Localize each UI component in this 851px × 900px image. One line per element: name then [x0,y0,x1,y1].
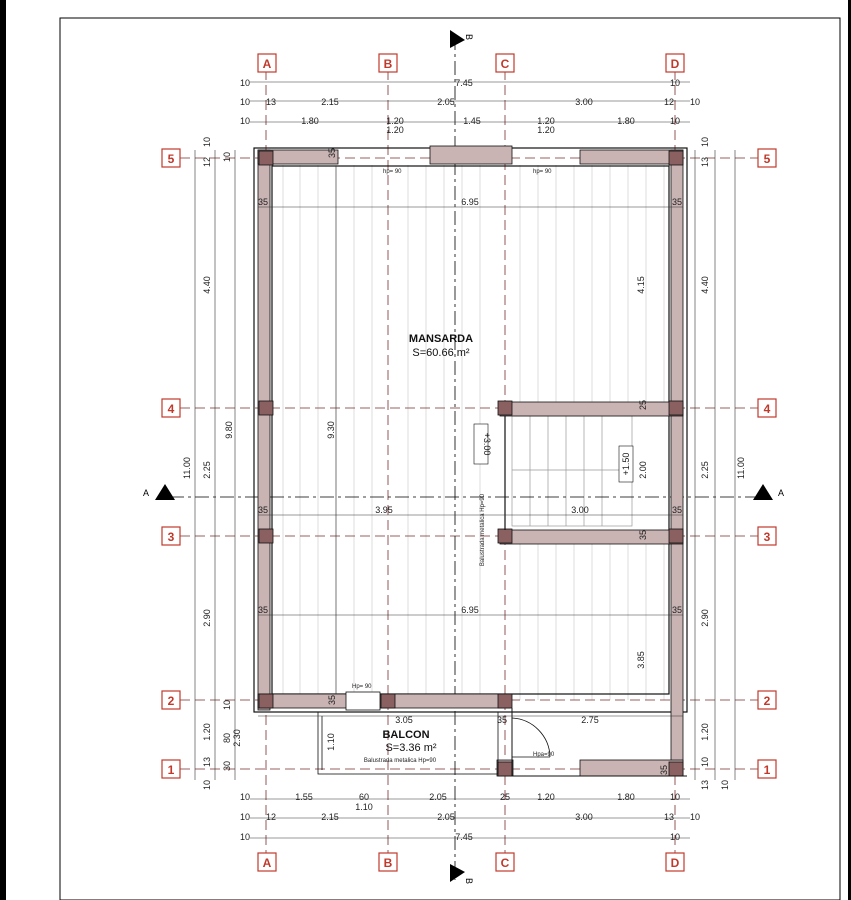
dim-left-seg-4: 10 [222,699,232,711]
axis-label-a-top: A [262,57,272,71]
dim-left-seg-0: 4.40 [202,276,212,294]
dim-in-stair-height: 2.00 [638,461,648,479]
dim-t3-2: 1.20 [386,116,404,126]
dim-b1-1: 1.55 [295,792,313,802]
dim-right-seg-1: 2.25 [700,461,710,479]
axis-label-5-left: 5 [167,152,175,166]
room-name-balcon: BALCON [382,729,430,741]
dim-left-balcon-2: 30 [222,760,232,772]
label-hp-window-balcon: Hp= 90 [352,684,372,690]
dim-t2-1: 13 [266,97,277,107]
dim-right-seg-0: 4.40 [700,276,710,294]
dim-b1-4: 2.05 [429,792,447,802]
axis-label-d-top: D [670,57,680,71]
label-level-150: +1.50 [621,452,631,476]
dim-in-wall-5: 35 [258,605,269,615]
dim-b2-5: 13 [664,812,675,822]
dim-left-outer: 11.00 [182,457,192,479]
dim-right-seg-2: 2.90 [700,609,710,627]
dim-b1-7: 1.80 [617,792,635,802]
axis-label-2-left: 2 [167,694,175,708]
dim-b2-6: 10 [690,812,701,822]
dim-right-seg-5: 13 [700,779,710,791]
dim-t2-5: 12 [664,97,675,107]
dim-left-balcon-0: 80 [222,732,232,744]
window-balcon [346,692,380,710]
dim-t2-3: 2.05 [437,97,455,107]
dim-in-wall-10b: 10 [222,151,232,162]
dim-left-seg-7: 12 [202,156,212,168]
dim-in-width-low: 6.95 [461,605,479,615]
dim-t2-6: 10 [690,97,701,107]
dim-in-wall-3: 35 [258,505,269,515]
room-area-mansarda: S=60.66 m² [412,347,470,359]
dim-in-wall-9: 35 [638,529,648,540]
dim-in-height-right-low: 3.85 [636,651,646,669]
axis-label-c-bottom: C [500,856,510,870]
dim-in-width-top: 6.95 [461,197,479,207]
label-hp-window-left: hp= 90 [383,169,402,175]
dim-left-seg-2: 2.90 [202,609,212,627]
dim-right-seg-3: 1.20 [700,723,710,741]
label-hp-window-right: hp= 90 [533,169,552,175]
dim-in-wall-2: 35 [672,197,683,207]
axis-label-4-left: 4 [167,402,175,416]
dim-in-height-right-top: 4.15 [636,276,646,294]
label-balustrade-stair: Balustrada metalica Hp=90 [480,493,486,567]
dim-b3-2: 10 [670,832,681,842]
dim-t2-4: 3.00 [575,97,593,107]
room-name-mansarda: MANSARDA [408,333,474,345]
dim-b1-0: 10 [240,792,251,802]
section-mark-b-bottom-label: B [464,878,474,885]
dim-left-seg-1: 2.25 [202,461,212,479]
dim-b2-2: 2.15 [321,812,339,822]
dim-t1-2: 10 [670,78,681,88]
dim-t3-0: 10 [240,116,251,126]
dim-b3-1: 7.45 [455,832,473,842]
dim-b3-0: 10 [240,832,251,842]
dim-right-outer: 11.00 [736,457,746,479]
dim-right-seg-8: 10 [700,136,710,148]
dim-b2-3: 2.05 [437,812,455,822]
section-mark-b-top-label: B [464,34,474,41]
axis-label-c-top: C [500,57,510,71]
label-door-hp: Hpa=90 [533,752,555,758]
dim-left-seg-3: 1.20 [202,723,212,741]
dim-t3-4: 1.45 [463,116,481,126]
room-area-balcon: S=3.36 m² [385,742,437,754]
dim-in-wall-4: 35 [672,505,683,515]
dim-t2-0: 10 [240,97,251,107]
dim-t1-1: 7.45 [455,78,473,88]
axis-label-b-top: B [383,57,393,71]
dim-b2-1: 12 [266,812,277,822]
paper [6,0,848,900]
dim-b1-6: 1.20 [537,792,555,802]
dim-left-seg-8: 10 [202,136,212,148]
dim-t3-6: 1.20 [537,125,555,135]
dim-right-seg-7: 13 [700,156,710,168]
dim-in-right-bottom: 2.75 [581,715,599,725]
dim-b1-5: 25 [499,792,511,802]
dim-in-wall-1: 35 [258,197,269,207]
section-mark-a-left-label: A [143,488,150,498]
dim-t3-5: 1.20 [537,116,555,126]
dim-in-height-left: 9.30 [326,421,336,439]
dim-b1-3: 1.10 [355,802,373,812]
dim-left-mid: 9.80 [224,421,234,439]
dim-in-width-mid-right: 3.00 [571,505,589,515]
dim-in-wall-10: 35 [327,694,337,705]
section-mark-a-right-label: A [778,488,785,498]
dim-right-seg-6: 10 [720,779,730,791]
dim-b2-0: 10 [240,812,251,822]
dim-in-width-mid-left: 3.95 [375,505,393,515]
dim-t3-1: 1.80 [301,116,319,126]
dim-left-seg-5: 13 [202,756,212,768]
axis-label-4-right: 4 [763,402,771,416]
dim-t1-0: 10 [240,78,251,88]
label-balustrade-balcon: Balustrada metalica Hp=90 [363,758,437,764]
dim-in-balcon-width: 3.05 [395,715,413,725]
axis-label-1-left: 1 [167,763,175,777]
dim-t3-8: 10 [670,116,681,126]
axis-label-3-left: 3 [167,530,175,544]
dim-t2-2: 2.15 [321,97,339,107]
axis-label-5-right: 5 [763,152,771,166]
dim-t3-7: 1.80 [617,116,635,126]
axis-label-d-bottom: D [670,856,680,870]
axis-label-3-right: 3 [763,530,771,544]
dim-in-wall-11: 35 [659,764,669,775]
dim-b1-8: 10 [670,792,681,802]
dim-in-balcon-height: 1.10 [326,733,336,751]
dim-b2-4: 3.00 [575,812,593,822]
dim-t3-3: 1.20 [386,125,404,135]
dim-left-seg-6: 10 [202,779,212,791]
dim-in-wall-8: 35 [327,147,337,158]
dim-b1-2: 60 [358,792,370,802]
dim-in-wall-6: 35 [672,605,683,615]
dim-in-wall-7: 35 [497,715,508,725]
dim-in-wall-25: 25 [638,399,648,410]
axis-label-b-bottom: B [383,856,393,870]
dim-right-seg-4: 10 [700,756,710,768]
dim-left-balcon-1: 2.30 [232,729,242,747]
axis-label-a-bottom: A [262,856,272,870]
label-level-300: +3.00 [482,432,492,456]
axis-label-1-right: 1 [763,763,771,777]
axis-label-2-right: 2 [763,694,771,708]
